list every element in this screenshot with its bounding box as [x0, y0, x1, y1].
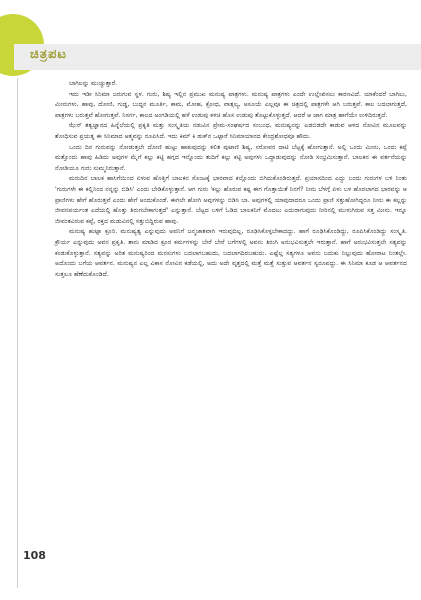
- paragraph: ಇದು ಇಡೀ ಸಿನಿಮಾ ಜರುಗುವ ಸ್ಥಳ. ಗುರು, ಶಿಷ್ಯ ಇಲ್ಲಿನ ಪ್ರಮುಖ ಮನುಷ್ಯ ಪಾತ್ರಗಳು. ಮನುಷ್ಯ ಪಾತ್ರಗಳು ಎಂದೇ ಉಲ್ಲೇಖಿಸಲು ಕಾರಣವಿದೆ. ಯಾಕೆಂದರೆ ಬಾಗಿಲು, ಮೀನುಗಳು, ಹಾವು, ದೋಣಿ, ಗುಡ್ಡ, ಬುದ್ಧನ ಮೂರ್ತಿ, ಕಾಮ, ಮೋಹ, ಕ್ರೋಧ, ವಾತ್ಸಲ್ಯ, ಅಸೂಯೆ ಎಲ್ಲವೂ ಈ ಚಿತ್ರದಲ್ಲಿ ಪಾತ್ರಗಳೇ ಆಗಿ ಬರುತ್ತವೆ. ಕಾಲ ಬದಲಾಗುತ್ತದೆ, ಪಾತ್ರಗಳು ಬರುತ್ತವೆ ಹೋಗುತ್ತವೆ. ನಿಸರ್ಗ, ಕಾಲದ ಅಂಗಡಿಯಲ್ಲಿ ಹಳೆ ಉಡುಪು ಕಳಚಿ ಹೊಸ ಉಡುಪು ತೊಟ್ಟುಕೊಳ್ಳುತ್ತದೆ. ಆದರೆ ಆ ಜಾಗ ಮಾತ್ರ ಹಾಗೆಯೇ ಉಳಿದಿರುತ್ತದೆ.: [55, 90, 407, 119]
- header-bar: [14, 44, 421, 70]
- page-number: 108: [23, 549, 46, 562]
- article-body: [55, 79, 407, 280]
- section-title: ಚಿತ್ರಪಟ: [30, 47, 67, 62]
- paragraph: ಒಂದು ದಿನ ಗುರುವನ್ನು ನೋಡುತ್ತಲೇ ದೋಣಿ ಹುಟ್ಟು ಹಾಕುವುದನ್ನು ಕಲಿತ ಪುಟಾಣಿ ಶಿಷ್ಯ, ಸರೋವರ ದಾಟಿ ಬೆಟ್ಟಕ್ಕೆ ಹೋಗುತ್ತಾನೆ. ಅಲ್ಲಿ ಒಂದು ಮೀನು, ಒಂದು ಕಪ್ಪೆ ಮತ್ತೊಂದು ಹಾವು ಹಿಡಿದು ಅವುಗಳ ಮೈಗೆ ಕಲ್ಲು ಕಟ್ಟಿ ಹಗ್ಗದ ಇನ್ನೊಂದು ತುದಿಗೆ ಕಲ್ಲು ಕಟ್ಟಿ ಅವುಗಳು ಒದ್ದಾಡುವುದನ್ನು ನೋಡಿ ಸಂಭ್ರಮಿಸುತ್ತಾನೆ. ಬಾಲಕನ ಈ ವರ್ತನೆಯನ್ನು ನೋಡಿಯೂ ಗುರು ಸುಮ್ಮನಿರುತ್ತಾನೆ.: [55, 143, 407, 172]
- paragraph: ಬಾಗಿಲನ್ನು ಮುಚ್ಚುತ್ತಾರೆ.: [69, 80, 118, 87]
- paragraph: ಮನುಷ್ಯ ಹುಟ್ಟಾ ಕ್ರೂರಿ. ಮನುಷ್ಯತ್ವ ಎನ್ನುವುದು ಅವನಿಗೆ ಜನ್ಮಜಾತವಾಗಿ ಇರುವುದಿಲ್ಲ, ರೂಢಿಸಿಕೊಳ್ಳಬೇಕಾದದ್ದು. ಹಾಗೆ ರೂಢಿಸಿಕೊಂಡಿದ್ದು, ರೂಪಿಸಿಕೊಂಡಿದ್ದು ಸಂಸ್ಕೃತಿ. ಕ್ರೌರ್ಯ ಎನ್ನುವುದು ಅವನ ಪ್ರಕೃತಿ. ತಾನು ಮಾಡಿದ ಕ್ರೂರ ಕರ್ಮಗಳನ್ನು ಬೇರೆ ಬೇರೆ ಬಗೆಗಳಲ್ಲಿ ಅವನು ತಿರುಗಿ ಅನುಭವಿಸುತ್ತಲೇ ಇರುತ್ತಾನೆ. ಹಾಗೆ ಅನುಭವಿಸುತ್ತಲೇ ಸತ್ಯವನ್ನು ಕಂಡುಕೊಳ್ಳುತ್ತಾನೆ. ಸತ್ಯವನ್ನು ಅರಿತ ಮನುಷ್ಯರಿಂದ ಮನಸುಗಳು ಬದಲಾಗಬಹುದು, ಬದಲಾಗದಿರಬಹುದು. ಎಷ್ಟೆಲ್ಲ ಸತ್ಯಗಳೂ ಅವನು ಬದುಕು ನಿಲ್ಲುವುದು ಹೋರಾಟ ನಿಂತಲ್ಲೇ. ಅದೊಂದು ಬಗೆಯ ಆವರ್ತನ. ಮನುಷ್ಯನ ಎಲ್ಲ ವಿಕಾಸ ನೋವಿನ ಕಡೆಯಲ್ಲಿ, ಅದು ಅದೇ ವೃತ್ತದಲ್ಲಿ ಮತ್ತೆ ಮತ್ತೆ ಸುತ್ತುವ ಆವರ್ತನ ಸ್ವರೂಪದ್ದು. ಈ ಸಿನಿಮಾ ಕೂಡ ಆ ಆವರ್ತನದ ಸುತ್ತಲೂ ಹೆಣೆದುಕೊಂಡಿದೆ.: [55, 228, 407, 278]
- paragraph: ಮರುದಿನ ಬಾಲಕ ಹಾಸಿಗೆಯಿಂದ ಏಳುವ ಹೊತ್ತಿಗೆ ಬಾಲಕನ ಸೊಂಟಕ್ಕೆ ಭಾರವಾದ ಕಲ್ಲೊಂದು ಬಿಗಿದುಕೊಂಡಿರುತ್ತದೆ. ಪ್ರಯಾಸದಿಂದ ಎದ್ದು ಬಂದು ಗುರುಗಳ ಬಳಿ ನಿಂತು 'ಗುರುಗಳೇ ಈ ಕಲ್ಲಿನಿಂದ ನನ್ನನ್ನು ಬಿಡಿಸಿ' ಎಂದು ಬೇಡಿಕೊಳ್ಳುತ್ತಾನೆ. ಆಗ ಗುರು 'ಕಲ್ಲು ಹೊರುವ ಕಷ್ಟ ಈಗ ಗೊತ್ತಾಯಿತೆ ನಿನಗೆ? ನೀನು ಬೆಳಗ್ಗೆ ಏಳು ಬಳ ಹೊರಲಾಗದ ಭಾರವನ್ನು ಆ ಪ್ರಾಣಿಗಳು ಹೇಗೆ ಹೊರುತ್ತವೆ ಎಂದು ಹೇಗೆ ಅಂದುಕೊಂಡೆ. ಈಗಲೇ ಹೋಗಿ ಅವುಗಳನ್ನು ಬಿಡಿಸಿ ಬಾ. ಅವುಗಳಲ್ಲಿ ಯಾವುದಾದರೂ ಒಂದು ಪ್ರಾಣಿ ಸತ್ತುಹೋಗಿದ್ದರೂ ನೀನು ಈ ಕಲ್ಲನ್ನು ಜೀವನಪರ್ಯಂತ ಎದೆಯಲ್ಲಿ ಹೊತ್ತು ತಿರುಗಬೇಕಾಗುತ್ತದೆ' ಎನ್ನುತ್ತಾನೆ. ಬೆಟ್ಟದ ಬಳಿಗೆ ಓಡಿದ ಬಾಲಕನಿಗೆ ಮೊದಲು ಎದುರಾಗುವುದು ನೀರಿನಲ್ಲಿ ಮುಳುಗಿರುವ ಸತ್ತ ಮೀನು. ಇನ್ನೂ ಜೀವಂತವಿರುವ ಕಪ್ಪೆ, ರಕ್ತದ ಮಡುವಿನಲ್ಲಿ ಸತ್ತುಬಿದ್ದಿರುವ ಹಾವು.: [55, 175, 407, 225]
- paragraph: ಝೆನ್ ತತ್ವಜ್ಞಾನದ ಹಿನ್ನೆಲೆಯಲ್ಲಿ ಪ್ರಕೃತಿ ಮತ್ತು ಸಂಸ್ಕೃತಿಯ ನಡುವಿನ ಪ್ರೇಮ-ಸಂಘರ್ಷದ ಸಂಬಂಧ, ಮನುಷ್ಯನನ್ನು ಎಡಬಿಡದೇ ಕಾಡುವ ಆಳದ ನೋವಿನ ಮೂಲವನ್ನು ಶೋಧಿಸುವ ಪ್ರಯತ್ನ ಈ ಸಿನಿಮಾದ ಆತ್ಮವನ್ನು ರೂಪಿಸಿದೆ. ಇದು ಕಿಮ್ ಕಿ ಡುಕ್‌ನ ಒಟ್ಟಾರೆ ಸಿನಿಮಾಯಾನದ ಕೇಂದ್ರಶೋಧವೂ ಹೌದು.: [55, 122, 407, 140]
- margin-rule: [17, 78, 18, 588]
